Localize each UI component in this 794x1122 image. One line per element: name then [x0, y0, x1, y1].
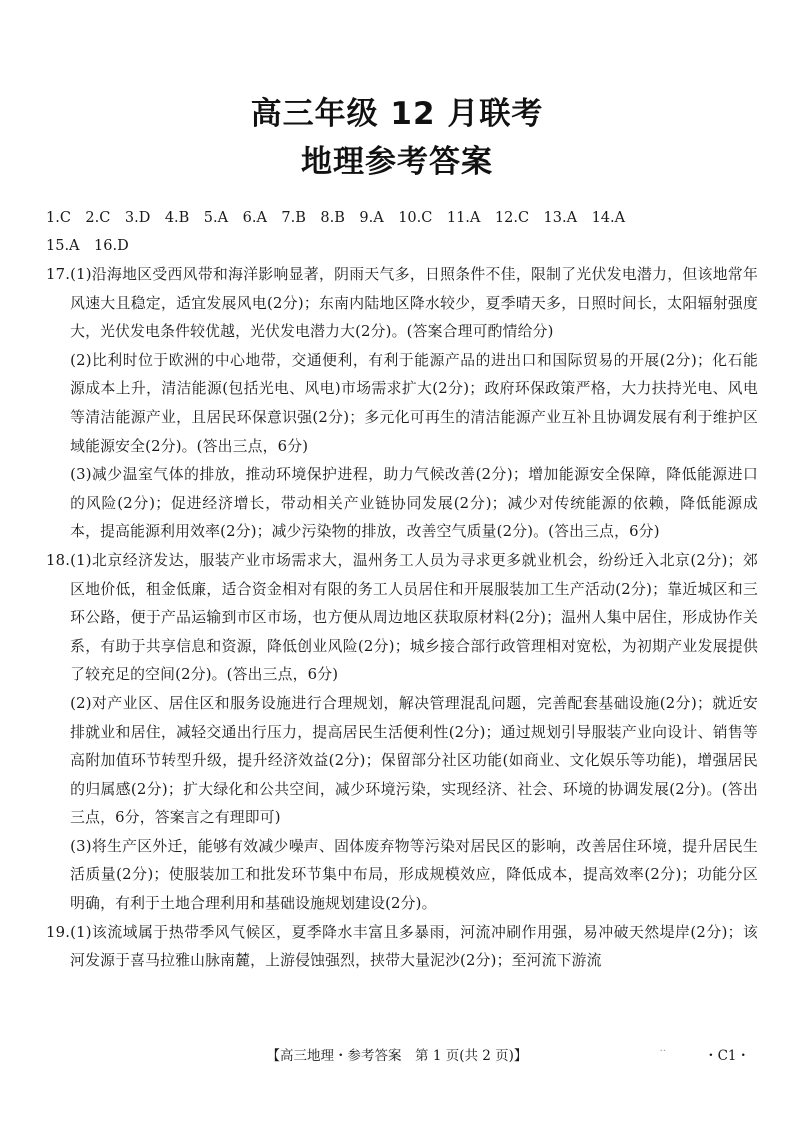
- question-18: [46, 547, 758, 919]
- question-number: 18.: [46, 551, 71, 569]
- question-part: (1)沿海地区受西风带和海洋影响显著，阴雨天气多，日照条件不佳，限制了光伏发电潜力，但该地常年风速大且稳定，适宜发展风电(2分)；东南内陆地区降水较少，夏季晴天多，日照时间长，太阳辐射强度大，光伏发电条件较优越，光伏发电潜力大(2分)。(答案合理可酌情给分): [70, 266, 758, 341]
- question-part: (2)比利时位于欧洲的中心地带，交通便利，有利于能源产品的进出口和国际贸易的开展(2分)；化石能源成本上升，清洁能源(包括光电、风电)市场需求扩大(2分)；政府环保政策严格，大力扶持光电、风电等清洁能源产业，且居民环保意识强(2分)；多元化可再生的清洁能源产业互补且协调发展有利于维护区域能源安全(2分)。(答出三点，6分): [70, 351, 758, 455]
- footer-code: ・C1・: [704, 1048, 750, 1064]
- question-number: 19.: [46, 923, 71, 941]
- footer-dots: ··: [659, 1046, 666, 1057]
- answer-body: [46, 261, 758, 976]
- page-subtitle: 地理参考答案: [301, 144, 493, 180]
- answers-line-2: 15.A 16.D: [46, 238, 129, 254]
- question-part: (3)将生产区外迁，能够有效减少噪声、固体废弃物等污染对居民区的影响，改善居住环境，提升居民生活质量(2分)；使服装加工和批发环节集中布局，形成规模效应，降低成本，提高效率(2分)；功能分区明确，有利于土地合理利用和基础设施规划建设(2分)。: [70, 837, 758, 913]
- question-number: 17.: [46, 266, 71, 283]
- question-part: (1)北京经济发达，服装产业市场需求大，温州务工人员为寻求更多就业机会，纷纷迁入北京(2分)；郊区地价低，租金低廉，适合资金相对有限的务工人员居住和开展服装加工生产活动(2分)；靠近城区和三环公路，便于产品运输到市区市场，也方便从周边地区获取原材料(2分)；温州人集中居住，形成协作关系，有助于共享信息和资源，降低创业风险(2分)；城乡接合部行政管理相对宽松，为初期产业发展提供了较充足的空间(2分)。(答出三点，6分): [70, 551, 758, 684]
- question-part: (3)减少温室气体的排放，推动环境保护进程，助力气候改善(2分)；增加能源安全保障，降低能源进口的风险(2分)；促进经济增长，带动相关产业链协同发展(2分)；减少对传统能源的依赖，降低能源成本，提高能源利用效率(2分)；减少污染物的排放，改善空气质量(2分)。(答出三点，6分): [70, 466, 758, 541]
- page-title: 高三年级 12 月联考: [250, 96, 544, 132]
- question-19: [46, 919, 758, 976]
- question-part: (2)对产业区、居住区和服务设施进行合理规划，解决管理混乱问题，完善配套基础设施(2分)；就近安排就业和居住，减轻交通出行压力，提高居民生活便利性(2分)；通过规划引导服装产业向设计、销售等高附加值环节转型升级，提升经济效益(2分)；保留部分社区功能(如商业、文化娱乐等功能)，增强居民的归属感(2分)；扩大绿化和公共空间，减少环境污染，实现经济、社会、环境的协调发展(2分)。(答出三点，6分，答案言之有理即可): [70, 694, 758, 827]
- question-17: [46, 261, 758, 547]
- question-part: (1)该流域属于热带季风气候区，夏季降水丰富且多暴雨，河流冲刷作用强，易冲破天然堤岸(2分)；该河发源于喜马拉雅山脉南麓，上游侵蚀强烈，挟带大量泥沙(2分)；至河流下游流: [70, 923, 758, 970]
- answers-line-1: 1.C 2.C 3.D 4.B 5.A 6.A 7.B 8.B 9.A 10.C 11.A 12.C 13.A 14.A: [46, 210, 626, 226]
- footer-page-info: 【高三地理・参考答案 第 1 页(共 2 页)】: [266, 1048, 528, 1064]
- multiple-choice-answers: [46, 204, 758, 260]
